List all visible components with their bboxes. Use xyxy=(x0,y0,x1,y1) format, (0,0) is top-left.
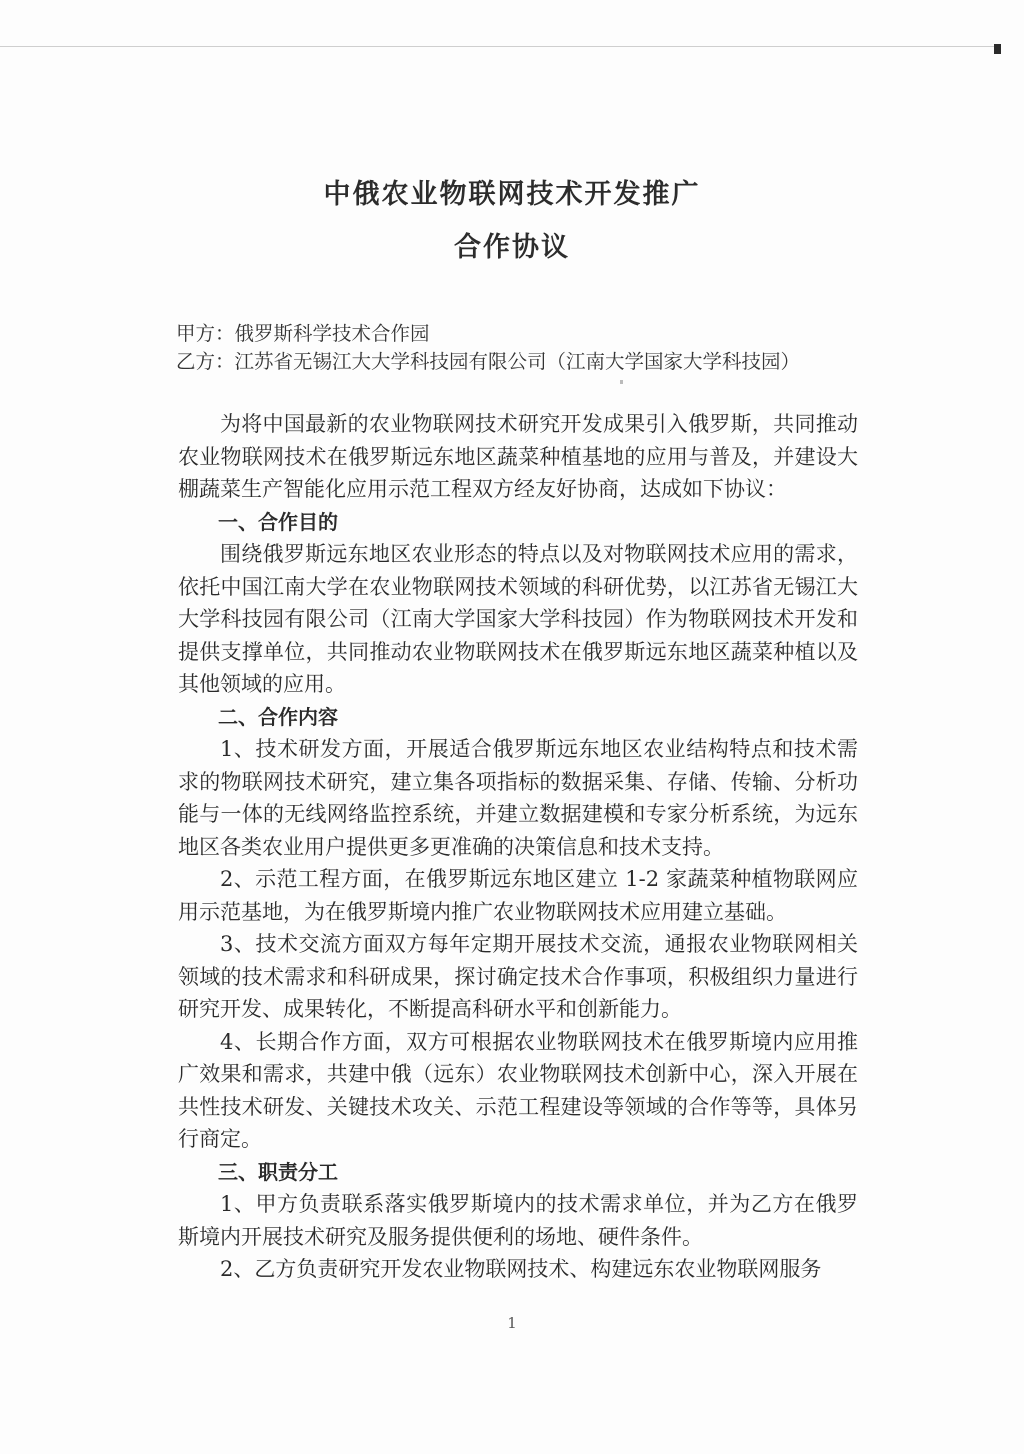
document-title-line1: 中俄农业物联网技术开发推广 xyxy=(323,179,701,210)
party-a: 甲方：俄罗斯科学技术合作园 xyxy=(176,322,430,345)
section1-paragraph: 围绕俄罗斯远东地区农业形态的特点以及对物联网技术应用的需求，依托中国江南大学在农业物联网技术领域的科研优势，以江苏省无锡江大大学科技园有限公司（江南大学国家大学科技园）作为物联网技术开发和提供支撑单位，共同推动农业物联网技术在俄罗斯远东地区蔬菜种植以及其他领域的应用。 xyxy=(178,542,858,696)
section2-item2: 2、示范工程方面，在俄罗斯远东地区建立 1-2 家蔬菜种植物联网应用示范基地，为在俄罗斯境内推广农业物联网技术应用建立基础。 xyxy=(178,867,858,924)
page-number: 1 xyxy=(507,1314,517,1332)
scan-edge-line xyxy=(0,46,1000,47)
document-title-line2: 合作协议 xyxy=(454,232,570,263)
intro-paragraph: 为将中国最新的农业物联网技术研究开发成果引入俄罗斯，共同推动农业物联网技术在俄罗斯远东地区蔬菜种植基地的应用与普及，并建设大棚蔬菜生产智能化应用示范工程双方经友好协商，达成如下协议： xyxy=(178,412,858,501)
section2-item3: 3、技术交流方面双方每年定期开展技术交流，通报农业物联网相关领域的技术需求和科研成果，探讨确定技术合作事项，积极组织力量进行研究开发、成果转化，不断提高科研水平和创新能力。 xyxy=(178,932,858,1021)
section3-heading: 三、职责分工 xyxy=(218,1159,338,1184)
section2-item1: 1、技术研发方面，开展适合俄罗斯远东地区农业结构特点和技术需求的物联网技术研究，建立集各项指标的数据采集、存储、传输、分析功能与一体的无线网络监控系统，并建立数据建模和专家分析系统，为远东地区各类农业用户提供更多更准确的决策信息和技术支持。 xyxy=(178,737,858,859)
section3-item2: 2、乙方负责研究开发农业物联网技术、构建远东农业物联网服务 xyxy=(220,1257,822,1281)
section3-item1: 1、甲方负责联系落实俄罗斯境内的技术需求单位，并为乙方在俄罗斯境内开展技术研究及服务提供便利的场地、硬件条件。 xyxy=(178,1192,858,1249)
agreement-body xyxy=(178,408,858,1286)
section2-heading: 二、合作内容 xyxy=(218,704,338,729)
section2-item4: 4、长期合作方面，双方可根据农业物联网技术在俄罗斯境内应用推广效果和需求，共建中俄（远东）农业物联网技术创新中心，深入开展在共性技术研发、关键技术攻关、示范工程建设等领域的合作等等，具体另行商定。 xyxy=(178,1029,858,1151)
section1-heading: 一、合作目的 xyxy=(218,509,338,534)
scan-speck xyxy=(620,380,623,384)
party-b: 乙方：江苏省无锡江大大学科技园有限公司（江南大学国家大学科技园） xyxy=(176,350,801,373)
scan-corner-mark xyxy=(994,44,1001,54)
